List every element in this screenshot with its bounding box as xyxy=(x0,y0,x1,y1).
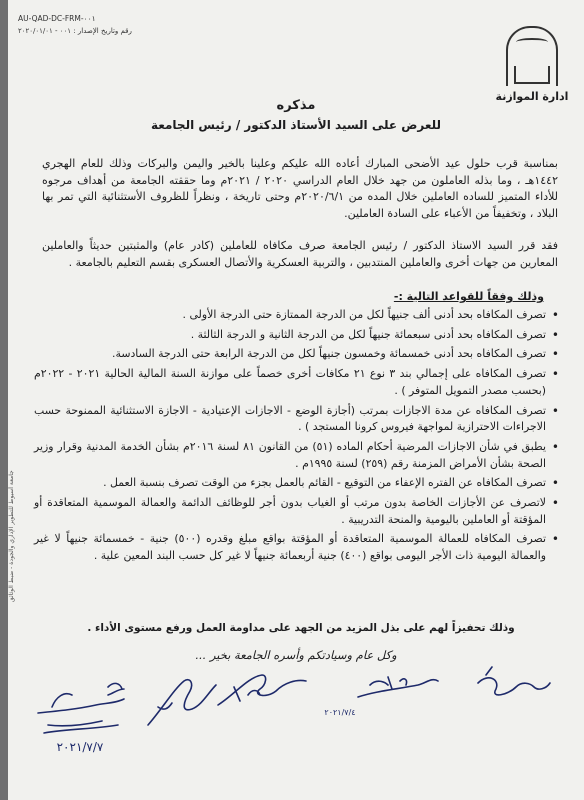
side-note: جامعة أسيوط للتطوير الإداري والجودة - ضبط الوثائق xyxy=(8,470,15,602)
signatures-area xyxy=(8,655,584,800)
paragraph-decision: فقد قرر السيد الاستاذ الدكتور / رئيس الجامعة صرف مكافاه للعاملين (كادر عام) والمثبتين حديثاً والعاملين المعارين من جهات أخرى والعاملين المنتدبين ، والتربية العسكرية والأتصال العسكرى بقسم التعليم بالجامعة . xyxy=(42,239,558,269)
signature-4 xyxy=(148,680,216,725)
signature-2 xyxy=(358,677,438,697)
rule-item: • يطبق في شأن الاجازات المرضية أحكام الماده (٥١) من القانون ٨١ لسنة ٢٠١٦م بشأن الخدمة المدنية وقرار وزير الصحة بشأن الأمراض المزمنة رقم (٢٥٩) لسنة ١٩٩٥م . xyxy=(34,439,546,472)
paragraph-occasion: بمناسبة قرب حلول عيد الأضحى المبارك أعاده الله عليكم وعلينا بالخير واليمن والبركات وذلك للعام الهجري ١٤٤٢هـ ، وما بذله العاملون من جهد خلال العام الدراسي ٢٠٢٠ / ٢٠٢١م وما حققته الجامعة من أهداف مرجوه للأداء المتميز للساده العاملين خلال المده من ٢٠٢٠/٦/١م وحتى تاريخة ، ونظراً للظروف الأستثنائية التي تمر بها البلاد ، وتخفيفاً من الأعباء على السادة العاملين. xyxy=(42,157,559,220)
signature-5 xyxy=(38,683,124,725)
memo-title: مذكره xyxy=(276,98,316,113)
department-name: ادارة الموازنة xyxy=(495,90,569,103)
university-logo xyxy=(494,26,570,103)
closing-line: وذلك تحفيزاً لهم على بذل المزيد من الجهد على مداومة العمل ورفع مستوى الأداء . xyxy=(87,622,515,634)
signature-1 xyxy=(478,667,550,695)
university-emblem-icon xyxy=(506,26,558,86)
greeting-line: وكل عام وسيادتكم وأسره الجامعة بخير ... xyxy=(195,648,397,662)
rule-item: • تصرف المكافاه بحد أدنى خمسمائة وخمسون جنيهاً لكل من الدرجة الرابعة حتى الدرجة السادسة. xyxy=(34,346,546,363)
document-code: AU-QAD-DC-FRM-٠٠١ xyxy=(18,14,96,23)
rule-item: • تصرف المكافاه عن مدة الاجازات بمرتب (أجازة الوضع - الاجازات الإعتيادية - الاجازة الاستثنائية الممنوحة حسب الاجراءات الاحترازية لمواجهة فيروس كرونا المستجد ) . xyxy=(34,403,546,436)
rule-item: • تصرف المكافاه بحد أدنى ألف جنيهاً لكل من الدرجة الممتازة حتى الدرجة الأولى . xyxy=(34,307,546,324)
rule-item: • تصرف المكافاه للعمالة الموسمية المتعاقدة أو المؤقتة بواقع مبلغ وقدره (٥٠٠) جنية - خمسمائة جنيهاً لا غير والعمالة اليومية ذات الأجر اليومى بواقع (٤٠٠) جنية أربعمائة جنيهاً لا غير كل حسب البند المعين علية . xyxy=(34,531,546,564)
rule-item: • تصرف المكافاه عن الفتره الإعفاء من التوقيع - القائم بالعمل بجزء من الوقت تصرف بنسبة العمل . xyxy=(34,475,546,492)
rule-item: • تصرف المكافاه بحد أدنى سبعمائة جنيهاً لكل من الدرجة الثانية و الدرجة الثالثة . xyxy=(34,327,546,344)
rules-list xyxy=(34,307,560,568)
handwritten-small-date: ٢٠٢١/٧/٤ xyxy=(324,708,356,717)
rule-item: • تصرف المكافاه على إجمالي بند ٣ نوع ٢١ مكافات أخرى خصماً على موازنة السنة المالية الحالية ٢٠٢١ - ٢٠٢٢م (بحسب مصدر التمويل المتوفر ) . xyxy=(34,366,546,399)
document-code-block xyxy=(18,12,132,38)
memo-subtitle: للعرض على السيد الأستاذ الدكتور / رئيس الجامعة xyxy=(150,118,442,132)
memo-page xyxy=(8,0,584,800)
signature-3 xyxy=(218,675,306,705)
rules-heading: وذلك وفقاً للقواعد التالية :- xyxy=(393,290,544,303)
rule-item: • لاتصرف عن الأجازات الخاصة بدون مرتب أو الغياب بدون أجر للوظائف الدائمة والعمالة الموسمية المتعاقدة أو المؤقتة أو العاملين باليومية والمنحة التدريبية . xyxy=(34,495,546,528)
issue-number-date: رقم وتاريخ الإصدار : ٠٠١ - ٢٠٢٠/٠١/٠١ xyxy=(18,27,132,35)
handwritten-date: ٢٠٢١/٧/٧ xyxy=(56,740,104,754)
